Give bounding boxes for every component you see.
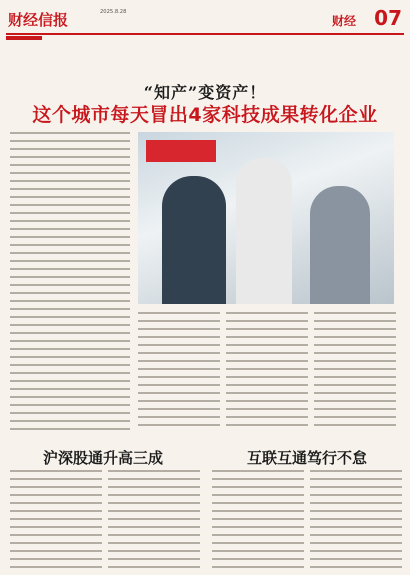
text-line-placeholder bbox=[226, 344, 308, 346]
text-line-placeholder bbox=[108, 494, 200, 496]
header-accent-bar bbox=[6, 36, 42, 40]
text-line-placeholder bbox=[138, 376, 220, 378]
text-line-placeholder bbox=[10, 478, 102, 480]
text-line-placeholder bbox=[314, 424, 396, 426]
text-line-placeholder bbox=[314, 328, 396, 330]
text-line-placeholder bbox=[314, 368, 396, 370]
text-line-placeholder bbox=[314, 360, 396, 362]
text-line-placeholder bbox=[10, 340, 130, 342]
text-line-placeholder bbox=[10, 348, 130, 350]
text-line-placeholder bbox=[138, 392, 220, 394]
text-line-placeholder bbox=[10, 558, 102, 560]
bottom-right-headline: 互联互通笃行不怠 bbox=[246, 449, 367, 467]
text-line-placeholder bbox=[138, 320, 220, 322]
text-line-placeholder bbox=[212, 526, 304, 528]
text-line-placeholder bbox=[10, 412, 130, 414]
text-line-placeholder bbox=[10, 252, 130, 254]
text-line-placeholder bbox=[10, 228, 130, 230]
photo-person bbox=[310, 186, 370, 304]
text-line-placeholder bbox=[138, 368, 220, 370]
section-label: 财经 bbox=[331, 14, 356, 28]
text-line-placeholder bbox=[10, 518, 102, 520]
text-line-placeholder bbox=[108, 558, 200, 560]
text-line-placeholder bbox=[138, 408, 220, 410]
text-line-placeholder bbox=[108, 470, 200, 472]
text-line-placeholder bbox=[10, 502, 102, 504]
text-line-placeholder bbox=[310, 542, 402, 544]
text-line-placeholder bbox=[10, 164, 130, 166]
text-line-placeholder bbox=[310, 526, 402, 528]
text-line-placeholder bbox=[10, 268, 130, 270]
text-line-placeholder bbox=[10, 420, 130, 422]
text-line-placeholder bbox=[10, 148, 130, 150]
text-line-placeholder bbox=[226, 408, 308, 410]
text-line-placeholder bbox=[314, 400, 396, 402]
text-line-placeholder bbox=[108, 526, 200, 528]
text-line-placeholder bbox=[310, 502, 402, 504]
text-line-placeholder bbox=[10, 292, 130, 294]
text-line-placeholder bbox=[138, 424, 220, 426]
text-line-placeholder bbox=[314, 352, 396, 354]
text-line-placeholder bbox=[138, 416, 220, 418]
text-line-placeholder bbox=[108, 542, 200, 544]
text-line-placeholder bbox=[10, 324, 130, 326]
text-line-placeholder bbox=[226, 320, 308, 322]
feature-kicker: “知产”变资产！ bbox=[143, 83, 267, 102]
text-line-placeholder bbox=[212, 510, 304, 512]
text-line-placeholder bbox=[108, 502, 200, 504]
text-line-placeholder bbox=[212, 550, 304, 552]
text-line-placeholder bbox=[10, 526, 102, 528]
photo-banner bbox=[146, 140, 216, 162]
text-line-placeholder bbox=[10, 380, 130, 382]
text-line-placeholder bbox=[10, 188, 130, 190]
text-line-placeholder bbox=[226, 328, 308, 330]
photo-person bbox=[162, 176, 226, 304]
text-line-placeholder bbox=[10, 132, 130, 134]
text-line-placeholder bbox=[212, 502, 304, 504]
text-line-placeholder bbox=[10, 244, 130, 246]
text-line-placeholder bbox=[10, 372, 130, 374]
text-line-placeholder bbox=[138, 360, 220, 362]
text-line-placeholder bbox=[108, 534, 200, 536]
text-line-placeholder bbox=[314, 312, 396, 314]
text-line-placeholder bbox=[138, 400, 220, 402]
text-line-placeholder bbox=[10, 364, 130, 366]
text-line-placeholder bbox=[138, 344, 220, 346]
text-line-placeholder bbox=[314, 320, 396, 322]
text-line-placeholder bbox=[10, 428, 130, 430]
text-line-placeholder bbox=[10, 308, 130, 310]
text-line-placeholder bbox=[10, 260, 130, 262]
text-line-placeholder bbox=[314, 344, 396, 346]
text-line-placeholder bbox=[212, 518, 304, 520]
page-number: 07 bbox=[374, 6, 402, 30]
text-line-placeholder bbox=[226, 384, 308, 386]
text-line-placeholder bbox=[108, 566, 200, 568]
text-line-placeholder bbox=[10, 156, 130, 158]
text-line-placeholder bbox=[310, 558, 402, 560]
bottom-left-headline: 沪深股通升高三成 bbox=[42, 449, 163, 467]
text-line-placeholder bbox=[10, 534, 102, 536]
text-line-placeholder bbox=[226, 368, 308, 370]
text-line-placeholder bbox=[310, 566, 402, 568]
text-line-placeholder bbox=[314, 408, 396, 410]
text-line-placeholder bbox=[314, 416, 396, 418]
text-line-placeholder bbox=[212, 478, 304, 480]
text-line-placeholder bbox=[10, 470, 102, 472]
text-line-placeholder bbox=[10, 542, 102, 544]
text-line-placeholder bbox=[212, 542, 304, 544]
text-line-placeholder bbox=[10, 388, 130, 390]
text-line-placeholder bbox=[10, 332, 130, 334]
text-line-placeholder bbox=[10, 196, 130, 198]
text-line-placeholder bbox=[10, 510, 102, 512]
text-line-placeholder bbox=[10, 284, 130, 286]
text-line-placeholder bbox=[310, 510, 402, 512]
text-line-placeholder bbox=[310, 478, 402, 480]
masthead bbox=[6, 5, 404, 35]
text-line-placeholder bbox=[10, 396, 130, 398]
text-line-placeholder bbox=[10, 276, 130, 278]
text-line-placeholder bbox=[10, 204, 130, 206]
text-line-placeholder bbox=[226, 360, 308, 362]
text-line-placeholder bbox=[10, 140, 130, 142]
text-line-placeholder bbox=[10, 236, 130, 238]
text-line-placeholder bbox=[310, 470, 402, 472]
text-line-placeholder bbox=[310, 550, 402, 552]
text-line-placeholder bbox=[108, 518, 200, 520]
text-line-placeholder bbox=[10, 300, 130, 302]
text-line-placeholder bbox=[138, 336, 220, 338]
text-line-placeholder bbox=[212, 558, 304, 560]
text-line-placeholder bbox=[226, 424, 308, 426]
text-line-placeholder bbox=[138, 352, 220, 354]
text-line-placeholder bbox=[10, 212, 130, 214]
text-line-placeholder bbox=[138, 312, 220, 314]
text-line-placeholder bbox=[310, 486, 402, 488]
text-line-placeholder bbox=[10, 356, 130, 358]
text-line-placeholder bbox=[310, 518, 402, 520]
text-line-placeholder bbox=[212, 494, 304, 496]
text-line-placeholder bbox=[212, 534, 304, 536]
photo-robot bbox=[236, 158, 292, 304]
text-line-placeholder bbox=[10, 486, 102, 488]
text-line-placeholder bbox=[314, 336, 396, 338]
text-line-placeholder bbox=[314, 376, 396, 378]
text-line-placeholder bbox=[226, 312, 308, 314]
text-line-placeholder bbox=[226, 392, 308, 394]
text-line-placeholder bbox=[226, 352, 308, 354]
text-line-placeholder bbox=[212, 470, 304, 472]
text-line-placeholder bbox=[10, 316, 130, 318]
text-line-placeholder bbox=[212, 566, 304, 568]
masthead-logo: 财经信报 bbox=[8, 11, 69, 29]
text-line-placeholder bbox=[138, 328, 220, 330]
masthead-date: 2025.8.28 bbox=[100, 9, 127, 15]
text-line-placeholder bbox=[108, 478, 200, 480]
text-line-placeholder bbox=[226, 400, 308, 402]
feature-photo bbox=[138, 132, 394, 304]
text-line-placeholder bbox=[108, 510, 200, 512]
text-line-placeholder bbox=[226, 376, 308, 378]
text-line-placeholder bbox=[314, 384, 396, 386]
text-line-placeholder bbox=[226, 336, 308, 338]
text-line-placeholder bbox=[10, 180, 130, 182]
text-line-placeholder bbox=[10, 566, 102, 568]
text-line-placeholder bbox=[10, 404, 130, 406]
text-line-placeholder bbox=[108, 486, 200, 488]
text-line-placeholder bbox=[10, 220, 130, 222]
text-line-placeholder bbox=[310, 494, 402, 496]
text-line-placeholder bbox=[212, 486, 304, 488]
text-line-placeholder bbox=[10, 550, 102, 552]
text-line-placeholder bbox=[226, 416, 308, 418]
text-line-placeholder bbox=[108, 550, 200, 552]
text-line-placeholder bbox=[138, 384, 220, 386]
text-line-placeholder bbox=[10, 172, 130, 174]
text-line-placeholder bbox=[314, 392, 396, 394]
text-line-placeholder bbox=[10, 494, 102, 496]
text-line-placeholder bbox=[310, 534, 402, 536]
feature-headline: 这个城市每天冒出4家科技成果转化企业 bbox=[32, 104, 378, 126]
